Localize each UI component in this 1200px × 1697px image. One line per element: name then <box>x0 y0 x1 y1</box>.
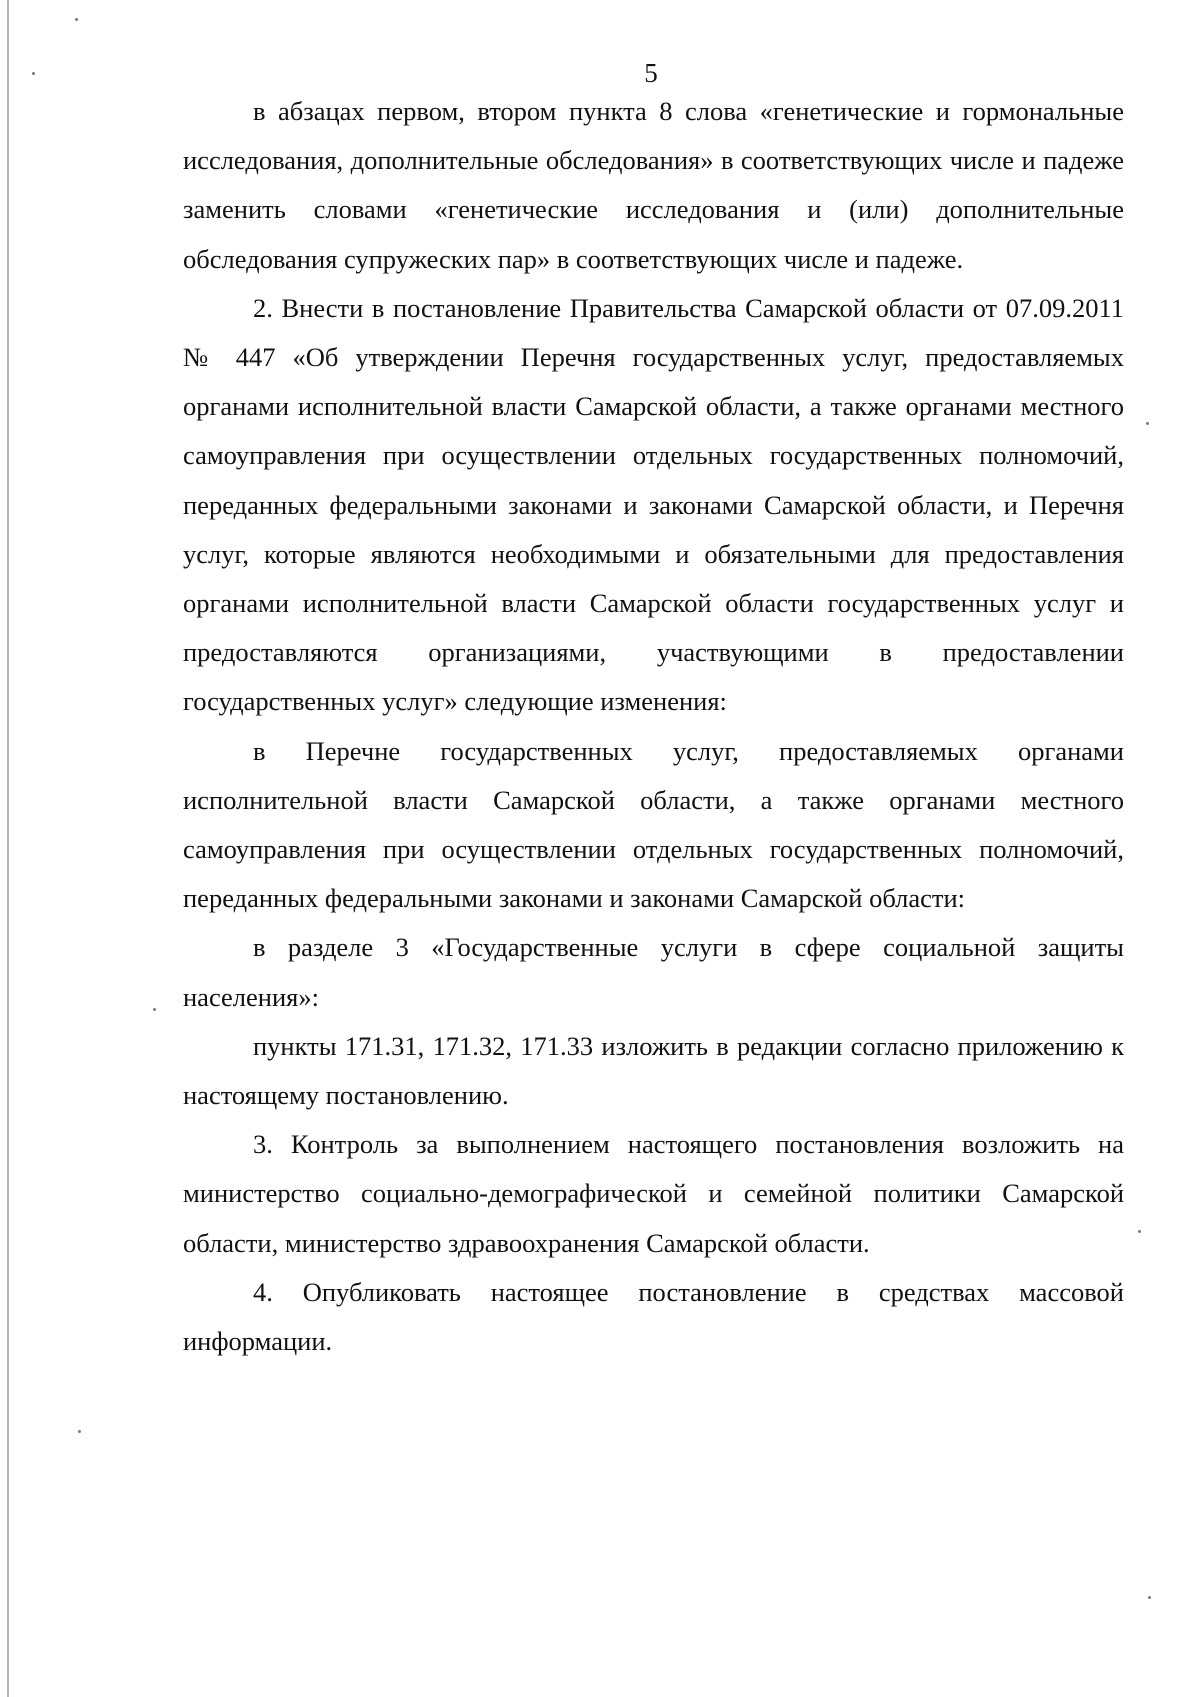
scan-speck <box>1146 422 1149 425</box>
scan-speck <box>153 1008 156 1011</box>
document-body <box>183 87 1124 1366</box>
scan-speck <box>1138 1230 1141 1233</box>
paragraph-2: 2. Внести в постановление Правительства Самарской области от 07.09.2011 № 447 «Об утверждении Перечня государственных услуг, предоставляемых органами исполнительной власти Самарской области, а также органами местного самоуправления при осуществлении отдельных государственных полномочий, переданных федеральными законами и законами Самарской области, и Перечня услуг, которые являются необходимыми и обязательными для предоставления органами исполнительной власти Самарской области государственных услуг и предоставляются организациями, участвующими в предоставлении государственных услуг» следующие изменения: <box>183 292 1124 717</box>
page-number: 5 <box>644 58 658 88</box>
paragraph-5: пункты 171.31, 171.32, 171.33 изложить в редакции согласно приложению к настоящему постановлению. <box>183 1030 1124 1111</box>
scan-edge-line <box>7 0 9 1697</box>
scan-speck <box>1148 1596 1151 1599</box>
paragraph-4: в разделе 3 «Государственные услуги в сфере социальной защиты населения»: <box>183 932 1124 1012</box>
paragraph-3: в Перечне государственных услуг, предоставляемых органами исполнительной власти Самарской области, а также органами местного самоуправления при осуществлении отдельных государственных полномочий, переданных федеральными законами и законами Самарской области: <box>183 735 1124 914</box>
scan-speck <box>75 18 78 21</box>
scan-speck <box>78 1430 81 1433</box>
paragraph-7: 4. Опубликовать настоящее постановление в средствах массовой информации. <box>183 1276 1124 1357</box>
paragraph-6: 3. Контроль за выполнением настоящего постановления возложить на министерство социально-демографической и семейной политики Самарской области, министерство здравоохранения Самарской области. <box>183 1129 1124 1258</box>
paragraph-1: в абзацах первом, втором пункта 8 слова «генетические и гормональные исследования, дополнительные обследования» в соответствующих числе и падеже заменить словами «генетические исследования и (или) дополнительные обследования супружеских пар» в соответствующих числе и падеже. <box>183 96 1124 274</box>
